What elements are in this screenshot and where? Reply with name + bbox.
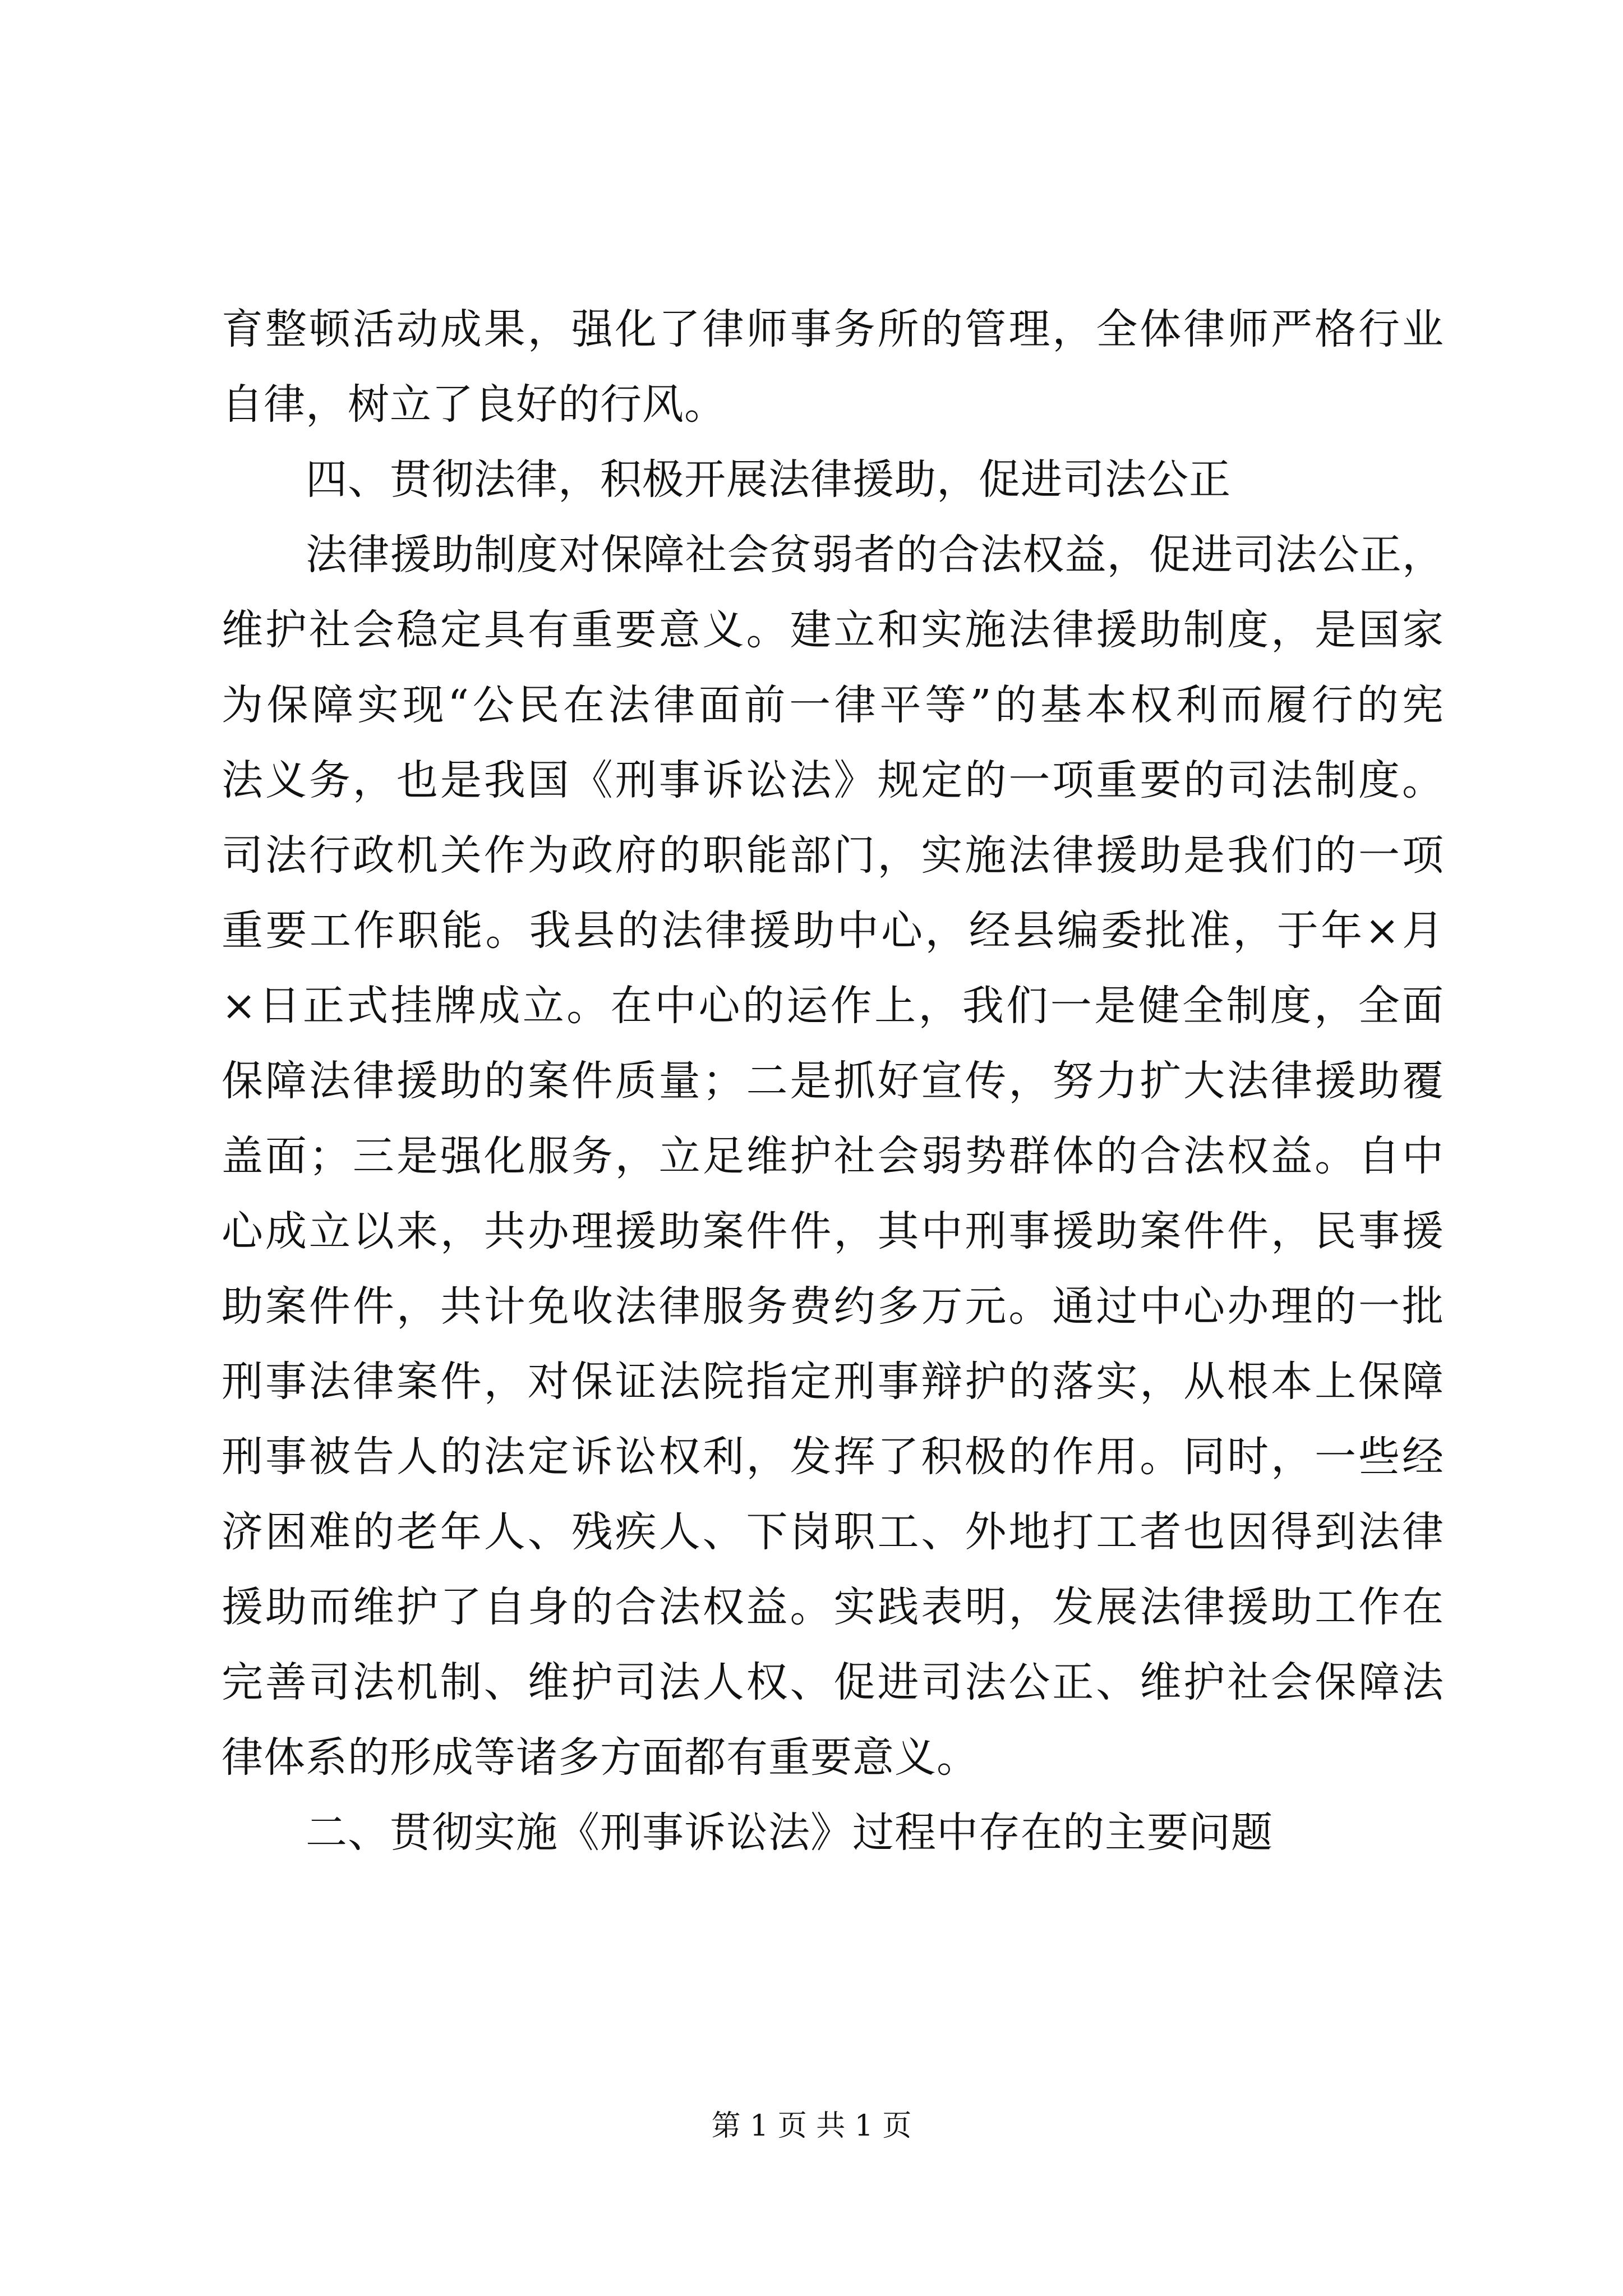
paragraph-2-line-1: 法律援助制度对保障社会贫弱者的合法权益，促进司法公正， [306,531,1444,579]
paragraph-2-line-12: 刑事法律案件，对保证法院指定刑事辩护的落实，从根本上保障 [222,1358,1444,1406]
paragraph-2-line-8: 保障法律援助的案件质量；二是抓好宣传，努力扩大法律援助覆 [222,1057,1444,1105]
paragraph-2-line-9: 盖面；三是强化服务，立足维护社会弱势群体的合法权益。自中 [222,1132,1444,1180]
paragraph-2-line-14: 济困难的老年人、残疾人、下岗职工、外地打工者也因得到法律 [222,1508,1444,1556]
paragraph-2-line-11: 助案件件，共计免收法律服务费约多万元。通过中心办理的一批 [222,1282,1444,1331]
paragraph-2-line-3: 为保障实现“公民在法律面前一律平等”的基本权利而履行的宪 [222,681,1444,729]
paragraph-2-line-7: ×日正式挂牌成立。在中心的运作上，我们一是健全制度，全面 [222,982,1444,1030]
section-heading-2: 二、贯彻实施《刑事诉讼法》过程中存在的主要问题 [306,1809,1273,1857]
section-heading-4: 四、贯彻法律，积极开展法律援助，促进司法公正 [306,455,1231,504]
paragraph-2-line-16: 完善司法机制、维护司法人权、促进司法公正、维护社会保障法 [222,1658,1444,1706]
paragraph-2-line-17: 律体系的形成等诸多方面都有重要意义。 [222,1733,979,1782]
paragraph-2-line-2: 维护社会稳定具有重要意义。建立和实施法律援助制度，是国家 [222,606,1444,654]
document-body [222,292,1444,1870]
paragraph-2-line-4: 法义务，也是我国《刑事诉讼法》规定的一项重要的司法制度。 [222,756,1444,804]
page-footer: 第 1 页 共 1 页 [711,2109,912,2143]
paragraph-2-line-15: 援助而维护了自身的合法权益。实践表明，发展法律援助工作在 [222,1583,1444,1631]
paragraph-2-line-6: 重要工作职能。我县的法律援助中心，经县编委批准，于年×月 [222,907,1444,955]
paragraph-1-line-2: 自律，树立了良好的行风。 [222,380,726,429]
paragraph-2-line-13: 刑事被告人的法定诉讼权利，发挥了积极的作用。同时，一些经 [222,1433,1444,1481]
paragraph-2-line-10: 心成立以来，共办理援助案件件，其中刑事援助案件件，民事援 [222,1207,1444,1255]
paragraph-1-line-1: 育整顿活动成果，强化了律师事务所的管理，全体律师严格行业 [222,305,1444,353]
paragraph-2-line-5: 司法行政机关作为政府的职能部门，实施法律援助是我们的一项 [222,831,1444,880]
